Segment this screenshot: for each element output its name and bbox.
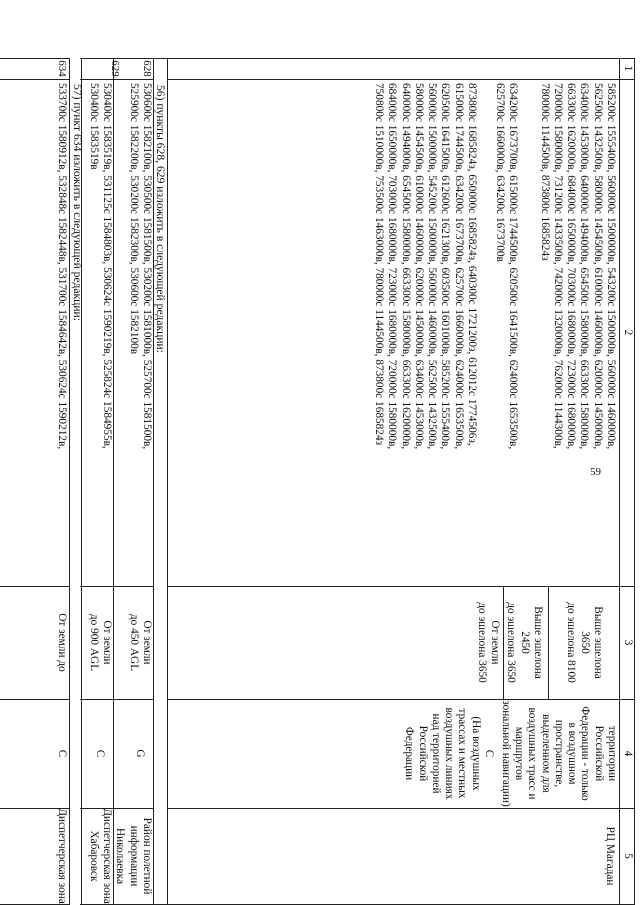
altitude-c: От земли до эшелона 3650 bbox=[475, 602, 501, 683]
altitude-629: От земли до 900 AGL bbox=[87, 613, 113, 672]
rule bbox=[113, 58, 114, 905]
class-628: G bbox=[134, 749, 146, 758]
coords-628: 530600с 1582100в, 530500с 1581500в, 530200с 1581000в, 525700с 1581500в, 525900с 1582200в, 530200с 1582300в, 530600с 1582100в bbox=[127, 83, 153, 450]
altitude-b: Выше эшелона 2450 до эшелона 3650 bbox=[505, 602, 544, 683]
rule bbox=[69, 58, 70, 905]
rule bbox=[80, 58, 635, 59]
col-header-1: 1 bbox=[622, 65, 634, 72]
controlling-unit: РЦ Магадан bbox=[604, 826, 616, 886]
rule bbox=[80, 79, 154, 80]
unit-628: Район полетной информации Николаевка bbox=[114, 817, 153, 895]
coords-629: 530400с 1583519в, 531125с 1584803в, 530624с 1590219в, 525824с 1584955в, 530400с 1583519в bbox=[87, 83, 113, 449]
rule bbox=[167, 58, 168, 905]
altitude-628: От земли до 450 AGL bbox=[127, 613, 153, 672]
airspace-class-a: территории Российской Федерации - только в воздушном пространстве, выделенном для воздушных трасс и маршрутов зональной навигации) bbox=[499, 700, 618, 807]
row-number-629: 629 bbox=[109, 60, 121, 77]
unit-634: Диспетчерская зона bbox=[56, 808, 68, 904]
amendment-note-56: 56) пункты 628, 629 изложить в следующей редакции: bbox=[154, 85, 167, 353]
rule bbox=[548, 586, 549, 699]
amendment-note-57: 57) пункт 634 изложить в следующей редакции: bbox=[71, 84, 84, 321]
row-number-634: 634 bbox=[56, 60, 68, 77]
coords-block-c: 873800с 1685824з, 650000с 1685824з, 640300с 1721200з, 612012с 1774506з, 615000с 1744500в, 634200с 1673700в, 625700с 1660000в, 624000с 1653500в, 620500с 1641500в, 612600с 1621300в, 603500с 1601000в, 585200с 1555400в, 560000с 1500000в, 545200с 1500000в, 560000с 1460000в, 562500с 1432500в, 580000с 1454500в, 610000с 1460000в, 620000с 1450000в, 634000с 1453000в, 640000с 1494000в, 654500с 1580000в, 663300с 1580000в, 663300с 1620000в, 684000с 1650000в, 703000с 1680000в, 723000с 1680000в, 720000с 1580000в, 750800с 1510000в, 753500с 1463000в, 780000с 1144500в, 873800с 1685824з bbox=[372, 83, 478, 450]
altitude-a: Выше эшелона 3650 до эшелона 8100 bbox=[565, 602, 604, 683]
airspace-class-b: C (На воздушных трассах и местных воздушных линиях над территорией Российской Федерации bbox=[403, 707, 495, 800]
altitude-634: От земли до bbox=[56, 613, 68, 672]
class-634: C bbox=[56, 749, 68, 758]
coords-block-b: 634200с 1673700в, 615000с 1744500в, 620500с 1641500в, 624000с 1653500в, 625700с 1660000в, 634200с 1673700в bbox=[493, 83, 519, 450]
unit-629: Диспетчерская зона Хабаровск bbox=[87, 808, 113, 904]
col-header-2: 2 bbox=[622, 329, 634, 336]
amendment-table bbox=[80, 58, 635, 905]
col-header-4: 4 bbox=[622, 750, 634, 757]
row-number-628: 628 bbox=[141, 60, 153, 77]
col-header-5: 5 bbox=[622, 853, 634, 859]
page-number: 59 bbox=[590, 466, 601, 478]
rule bbox=[168, 79, 635, 80]
rule bbox=[634, 58, 635, 905]
rule bbox=[168, 808, 635, 809]
col-header-3: 3 bbox=[622, 639, 634, 646]
coords-block-a: 585200с 1555400в, 560000с 1500000в, 543200с 1500000в, 560000с 1460000в, 562500с 1432500в, 580000с 1454500в, 610000с 1460000в, 620000с 1450000в, 634000с 1453000в, 640000с 1494000в, 654500с 1580000в, 663300с 1580000в, 663300с 1620000в, 684000с 1650000в, 703000с 1680000в, 723000с 1680000в, 720000с 1580000в, 731200с 1433500в, 742000с 1320000в, 762000с 1144300в, 780000с 1144500в, 873800с 1685824з bbox=[538, 83, 617, 450]
coords-634: 533700с 1580912в, 532848с 1582448в, 531700с 1584642в, 530624с 1590212в, bbox=[56, 83, 68, 450]
class-629: C bbox=[94, 749, 106, 758]
rule bbox=[0, 79, 70, 80]
